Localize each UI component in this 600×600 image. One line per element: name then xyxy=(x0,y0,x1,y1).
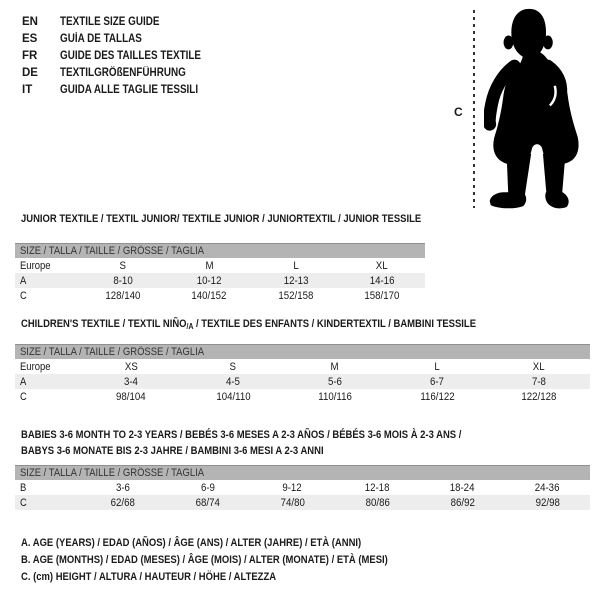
junior-size-table xyxy=(15,243,425,303)
size-header-bar: SIZE / TALLA / TAILLE / GRÖSSE / TAGLIA xyxy=(15,345,590,360)
legend-line: A. AGE (YEARS) / EDAD (AÑOS) / ÂGE (ANS) / ALTER (JAHRE) / ETÀ (ANNI) xyxy=(21,537,362,549)
size-value: 80/86 xyxy=(365,496,390,509)
language-list xyxy=(22,13,224,98)
size-value: 86/92 xyxy=(450,496,475,509)
babies-title-line2: BABYS 3-6 MONATE BIS 2-3 JAHRE / BAMBINI 3-6 MESI A 2-3 ANNI xyxy=(21,445,324,457)
size-value: 122/128 xyxy=(521,390,557,403)
language-name: TEXTILGRÖßENFÜHRUNG xyxy=(60,66,186,79)
size-value: M xyxy=(330,360,340,373)
size-value: 110/116 xyxy=(318,390,352,403)
table-row xyxy=(15,480,590,495)
language-row xyxy=(22,13,224,30)
legend-line: B. AGE (MONTHS) / EDAD (MESES) / ÂGE (MOIS) / ALTER (MONATE) / ETÀ (MESI) xyxy=(21,554,388,566)
baby-silhouette-icon xyxy=(484,4,596,216)
size-value: 68/74 xyxy=(195,496,220,509)
size-header-row xyxy=(15,244,425,259)
language-row xyxy=(22,47,224,64)
table-row xyxy=(15,374,590,389)
size-value: XL xyxy=(375,259,388,272)
junior-title-text: JUNIOR TEXTILE / TEXTIL JUNIOR/ TEXTILE JUNIOR / JUNIORTEXTIL / JUNIOR TESSILE xyxy=(21,213,422,225)
size-value: 104/110 xyxy=(215,390,251,403)
table-row xyxy=(15,389,590,404)
size-value: L xyxy=(434,360,440,373)
height-label: C xyxy=(454,105,463,119)
size-header-bar: SIZE / TALLA / TAILLE / GRÖSSE / TAGLIA xyxy=(15,466,590,481)
language-row xyxy=(22,30,224,47)
row-label: Europe xyxy=(20,360,51,373)
size-value: 18-24 xyxy=(450,481,475,494)
row-label: C xyxy=(20,289,27,302)
table-row xyxy=(15,288,425,303)
size-value: 14-16 xyxy=(369,274,395,287)
language-code: EN xyxy=(22,15,38,28)
size-header-row xyxy=(15,466,590,481)
size-value: XS xyxy=(124,360,138,373)
row-label: Europe xyxy=(20,259,51,272)
size-value: 4-5 xyxy=(226,375,240,388)
table-row xyxy=(15,359,590,374)
size-value: 24-36 xyxy=(535,481,560,494)
table-row xyxy=(15,273,425,288)
size-value: 74/80 xyxy=(280,496,305,509)
size-value: 128/140 xyxy=(105,289,141,302)
gender-subscript: /A xyxy=(186,322,194,331)
size-value: L xyxy=(292,259,299,272)
size-value: S xyxy=(229,360,237,373)
row-label: C xyxy=(20,496,27,509)
children-size-table xyxy=(15,344,590,404)
babies-table-title xyxy=(21,427,533,459)
size-value: 12-18 xyxy=(365,481,390,494)
children-table-title xyxy=(21,318,550,333)
language-code: IT xyxy=(22,83,33,96)
children-title-text: CHILDREN'S TEXTILE / TEXTIL $NIÑO_{/A}$ / TEXTILE DES ENFANTS / KINDERTEXTIL / BAMBINI TESSILE xyxy=(21,318,477,331)
size-value: S xyxy=(119,259,127,272)
size-value: 116/122 xyxy=(419,390,455,403)
language-code: DE xyxy=(22,66,38,79)
row-label: A xyxy=(20,375,27,388)
size-header-bar: SIZE / TALLA / TAILLE / GRÖSSE / TAGLIA xyxy=(15,244,425,259)
language-code: ES xyxy=(22,32,38,45)
language-name: GUIDA ALLE TAGLIE TESSILI xyxy=(60,83,199,96)
size-value: 9-12 xyxy=(282,481,303,494)
babies-title-line1: BABIES 3-6 MONTH TO 2-3 YEARS / BEBÉS 3-6 MESES A 2-3 AÑOS / BÉBÉS 3-6 MOIS À 2-3 ANS / xyxy=(21,429,462,441)
legend xyxy=(21,537,448,588)
language-row xyxy=(22,81,224,98)
row-label: C xyxy=(20,390,27,403)
size-value: 6-9 xyxy=(200,481,215,494)
row-label: A xyxy=(20,274,27,287)
size-value: 62/68 xyxy=(110,496,135,509)
size-value: 92/98 xyxy=(535,496,560,509)
table-row xyxy=(15,258,425,273)
size-value: 3-6 xyxy=(115,481,130,494)
babies-size-table xyxy=(15,465,590,510)
size-value: 158/170 xyxy=(364,289,400,302)
size-value: 7-8 xyxy=(532,375,546,388)
size-header-row xyxy=(15,345,590,360)
language-name: GUIDE DES TAILLES TEXTILE xyxy=(60,49,202,62)
language-code: FR xyxy=(22,49,38,62)
size-value: 6-7 xyxy=(430,375,444,388)
size-value: 3-4 xyxy=(124,375,138,388)
size-value: M xyxy=(205,259,214,272)
language-row xyxy=(22,64,224,81)
language-name: GUÍA DE TALLAS xyxy=(60,32,142,45)
language-name: TEXTILE SIZE GUIDE xyxy=(60,15,160,28)
size-value: 8-10 xyxy=(113,274,133,287)
size-value: 5-6 xyxy=(328,375,342,388)
legend-line: C. (cm) HEIGHT / ALTURA / HAUTEUR / HÖHE / ALTEZZA xyxy=(21,571,277,583)
size-value: 10-12 xyxy=(196,274,222,287)
size-value: 140/152 xyxy=(191,289,227,302)
table-row xyxy=(15,495,590,510)
size-value: XL xyxy=(533,360,545,373)
size-value: 152/158 xyxy=(278,289,314,302)
row-label: B xyxy=(20,481,27,494)
size-value: 98/104 xyxy=(116,390,146,403)
size-value: 12-13 xyxy=(283,274,308,287)
junior-table-title xyxy=(21,213,486,226)
height-measure-line xyxy=(473,10,475,208)
